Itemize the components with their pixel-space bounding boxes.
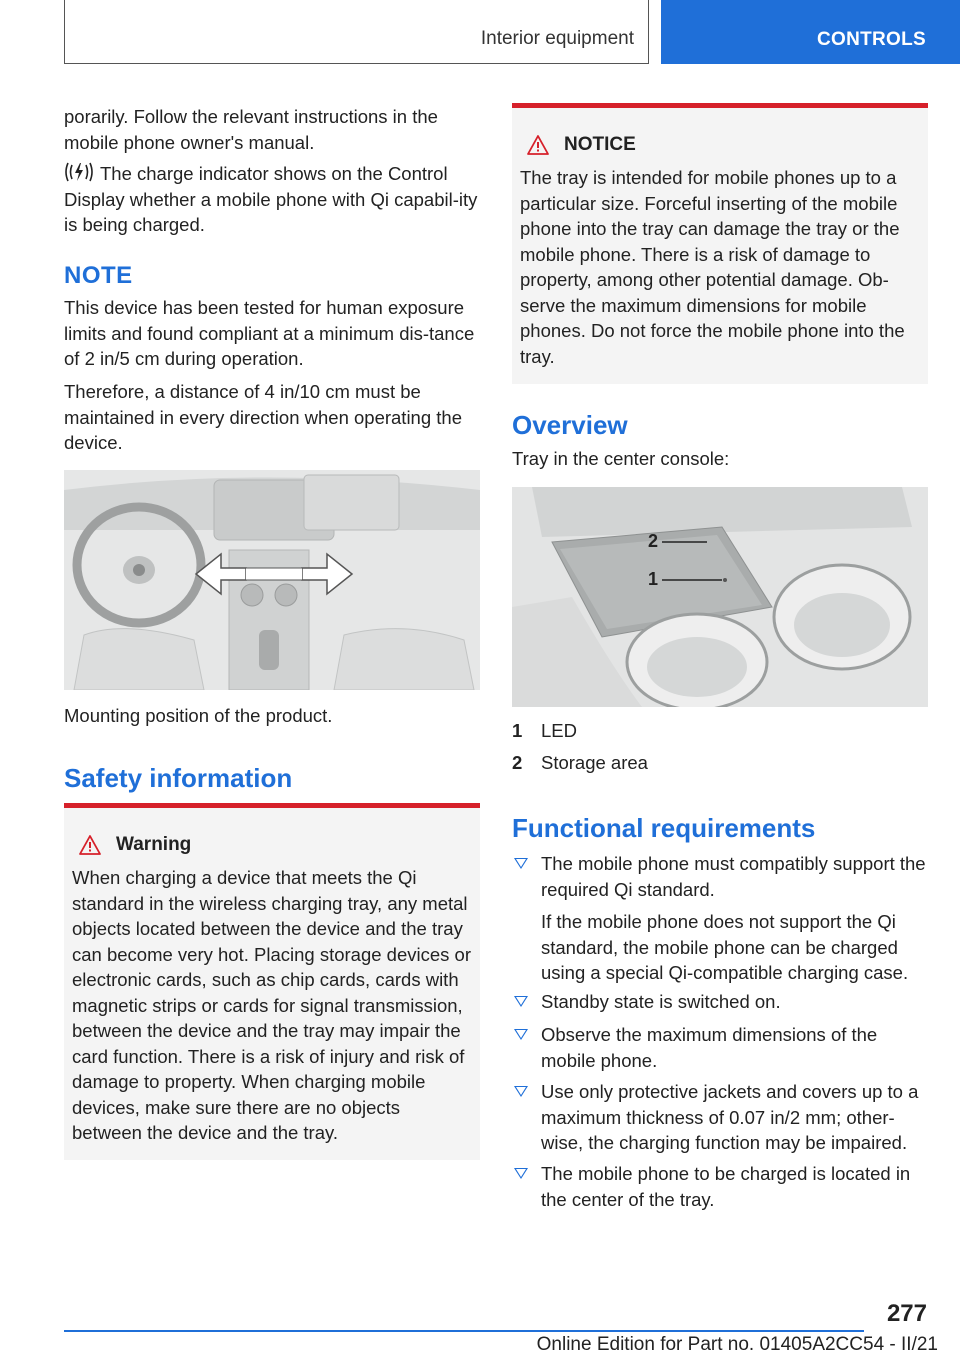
bullet-triangle-icon: [514, 1168, 528, 1179]
charge-paragraph: [64, 160, 480, 238]
section-label: CONTROLS: [816, 29, 926, 50]
tray-illustration: [512, 487, 928, 707]
bullet-triangle-icon: [514, 1029, 528, 1040]
requirement-text: Standby state is switched on.: [541, 991, 781, 1012]
page-number: 277: [886, 1300, 927, 1327]
center-console-tray-figure: [512, 487, 928, 707]
warning-triangle-icon: [78, 834, 102, 856]
warning-box: [64, 803, 480, 1160]
notice-title-row: [526, 134, 920, 156]
legend-number: 2: [512, 752, 523, 773]
requirement-item: [512, 1022, 928, 1073]
note-paragraph-2: Therefore, a distance of 4 in/10 cm must be maintained in every direction when operating the device.: [64, 381, 462, 453]
car-interior-illustration: [64, 470, 480, 690]
requirement-item: [512, 989, 928, 1015]
section-tab: [661, 0, 960, 64]
figure-label-2: 2: [648, 531, 659, 551]
warning-title-row: [78, 834, 472, 856]
requirement-text: The mobile phone to be charged is located in the center of the tray.: [541, 1163, 911, 1210]
footer-edition: Online Edition for Part no. 01405A2CC54 - II/21: [536, 1334, 938, 1355]
requirement-subtext: If the mobile phone does not support the Qi standard, the mobile phone can be charged using a special Qi-compatible charging case.: [541, 911, 909, 983]
legend-number: 1: [512, 720, 523, 741]
header-tab: [64, 0, 649, 64]
charge-text: The charge indicator shows on the Control Display whether a mobile phone with Qi capabil-ity is being charged.: [64, 163, 478, 235]
requirement-text: The mobile phone must compatibly support the required Qi standard.: [541, 853, 926, 900]
requirement-item: [512, 1161, 928, 1212]
legend-item: [512, 752, 928, 778]
bullet-triangle-icon: [514, 1086, 528, 1097]
notice-text: The tray is intended for mobile phones up to a particular size. Forceful inserting of the mobile phone into the tray can damage the tray or the mobile phone. There is a risk of damage to property, among other potential damage. Ob-serve the maximum dimensions for mobile phones. Do not force the mobile phone into the tray.: [520, 167, 905, 367]
bullet-triangle-icon: [514, 858, 528, 869]
requirement-item: [512, 1079, 928, 1156]
header-title: Interior equipment: [480, 28, 634, 49]
legend-item: [512, 720, 928, 746]
warning-text: When charging a device that meets the Qi standard in the wireless charging tray, any metal objects located between the device and the tray can become very hot. Placing storage devices or electronic cards, such as chip cards, cards with magnetic strips or cards for signal transmission, between the device and the tray may impair the card function. There is a risk of injury and risk of damage to property. When charging mobile devices, make sure there are no objects between the device and the tray.: [72, 867, 471, 1143]
safety-heading: Safety information: [64, 763, 293, 793]
note-heading: NOTE: [64, 262, 133, 289]
functional-requirements-heading: Functional requirements: [512, 813, 816, 843]
figure-caption: Mounting position of the product.: [64, 705, 333, 726]
legend-text: LED: [541, 720, 577, 741]
requirement-item: [512, 851, 928, 986]
intro-paragraph: porarily. Follow the relevant instructions in the mobile phone owner's manual.: [64, 106, 438, 153]
legend-text: Storage area: [541, 752, 648, 773]
mounting-position-figure: [64, 470, 480, 690]
footer-divider: [64, 1330, 864, 1332]
charge-indicator-icon: [64, 160, 94, 184]
note-paragraph-1: This device has been tested for human exposure limits and found compliant at a minimum dis-tance of 2 in/5 cm during operation.: [64, 297, 475, 369]
warning-title: Warning: [116, 834, 192, 855]
requirement-text: Use only protective jackets and covers up to a maximum thickness of 0.07 in/2 mm; other-wise, the charging function may be impaired.: [541, 1081, 919, 1153]
overview-text: Tray in the center console:: [512, 448, 730, 469]
notice-title: NOTICE: [564, 134, 636, 155]
warning-triangle-icon: [526, 134, 550, 156]
figure-label-1: 1: [648, 569, 659, 589]
requirement-text: Observe the maximum dimensions of the mobile phone.: [541, 1024, 878, 1071]
notice-box: [512, 103, 928, 384]
overview-heading: Overview: [512, 410, 628, 440]
bullet-triangle-icon: [514, 996, 528, 1007]
